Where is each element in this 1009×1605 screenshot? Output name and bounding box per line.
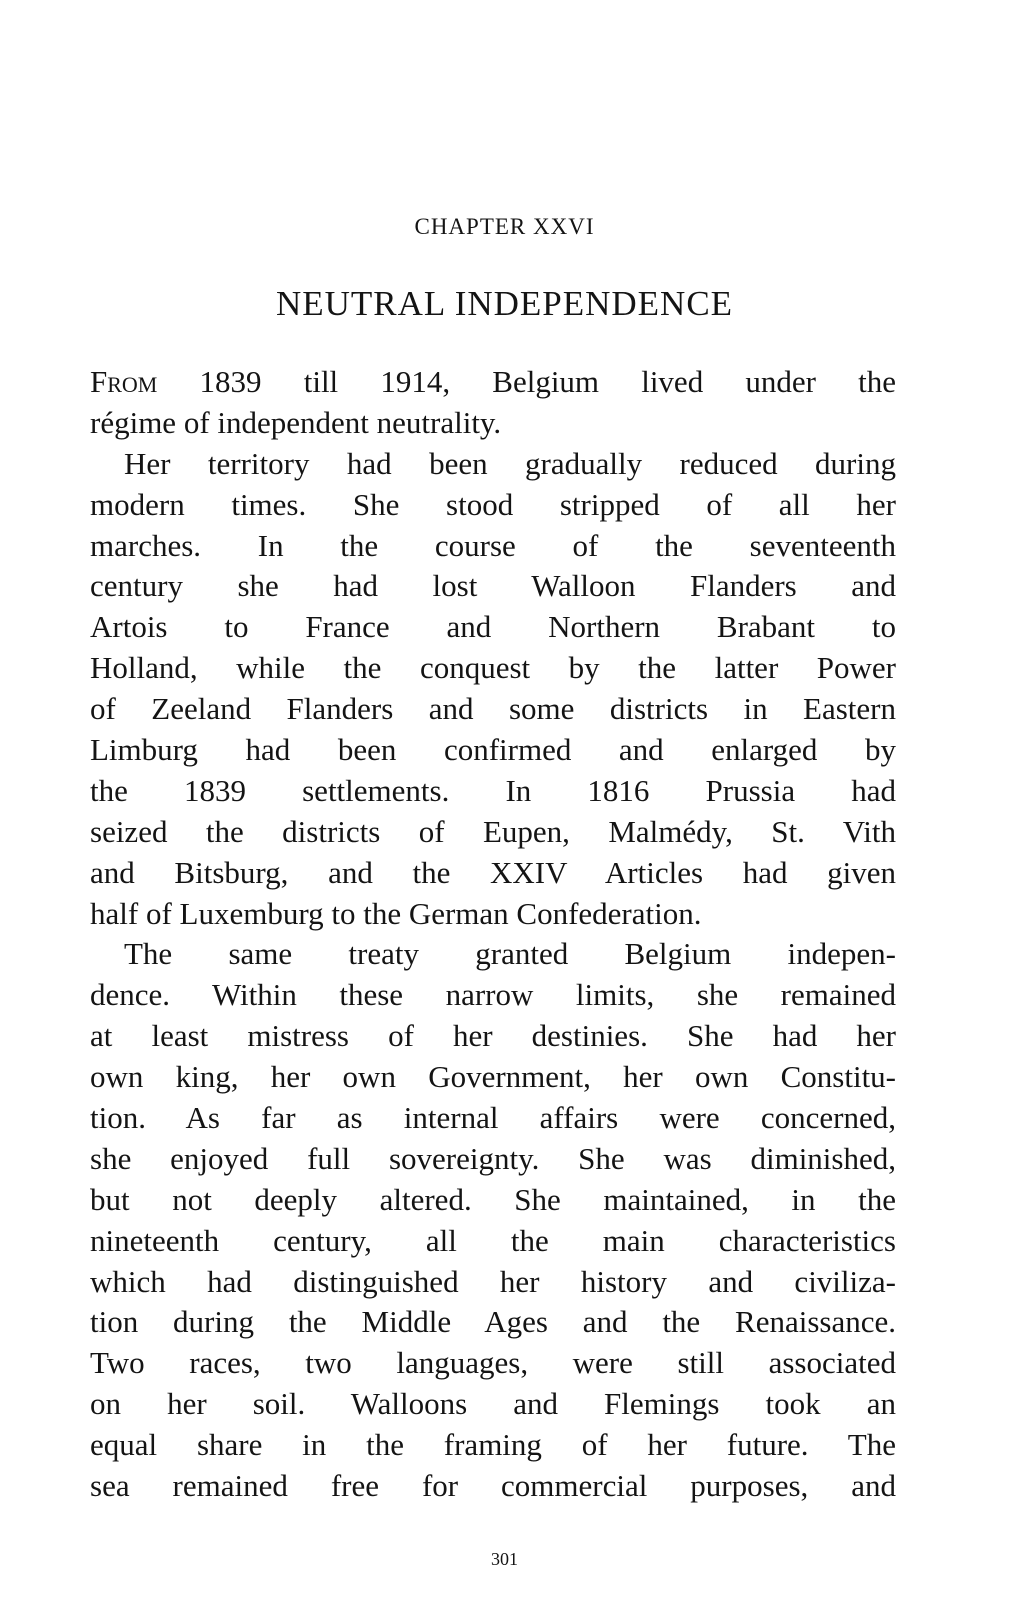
text-line-8: Holland, while the conquest by the latter Power: [90, 650, 896, 686]
text-line-10: Limburg had been confirmed and enlarged by: [90, 732, 896, 768]
chapter-number: CHAPTER XXVI: [414, 214, 595, 239]
text-line-9: of Zeeland Flanders and some districts in Eastern: [90, 691, 896, 727]
text-line-4: modern times. She stood stripped of all her: [90, 486, 896, 522]
text-line-1: [90, 362, 896, 403]
text-line-14: half of Luxemburg to the German Confederation.: [90, 895, 702, 931]
text-line-5: marches. In the course of the seventeenth: [90, 527, 896, 563]
text-line-17: at least mistress of her destinies. She had her: [90, 1018, 896, 1054]
text-line-3: Her territory had been gradually reduced during: [124, 445, 896, 481]
text-line-28: sea remained free for commercial purposes, and: [90, 1468, 896, 1504]
chapter-title: NEUTRAL INDEPENDENCE: [275, 284, 734, 323]
body-text: [90, 362, 896, 1507]
text-line-22: nineteenth century, all the main characteristics: [90, 1222, 896, 1258]
text-line-12: seized the districts of Eupen, Malmédy, St. Vith: [90, 813, 896, 849]
page-number: 301: [491, 1549, 518, 1569]
text-line-18: own king, her own Government, her own Constitu-: [90, 1059, 896, 1095]
text-line-2: régime of independent neutrality.: [90, 404, 502, 440]
text-line-24: tion during the Middle Ages and the Renaissance.: [90, 1304, 896, 1340]
text-line-1-rest: 1839 till 1914, Belgium lived under the: [157, 364, 896, 399]
text-line-21: but not deeply altered. She maintained, in the: [90, 1181, 896, 1217]
text-line-19: tion. As far as internal affairs were concerned,: [90, 1100, 896, 1136]
text-line-26: on her soil. Walloons and Flemings took an: [90, 1386, 896, 1422]
text-line-15: The same treaty granted Belgium indepen-: [124, 936, 896, 972]
text-line-13: and Bitsburg, and the XXIV Articles had given: [90, 854, 896, 890]
text-line-25: Two races, two languages, were still associated: [90, 1345, 896, 1381]
text-line-16: dence. Within these narrow limits, she remained: [90, 977, 896, 1013]
text-line-6: century she had lost Walloon Flanders and: [90, 568, 896, 604]
text-line-11: the 1839 settlements. In 1816 Prussia had: [90, 772, 896, 808]
text-line-7: Artois to France and Northern Brabant to: [90, 609, 896, 645]
text-line-23: which had distinguished her history and civiliza-: [90, 1263, 896, 1299]
text-line-20: she enjoyed full sovereignty. She was diminished,: [90, 1140, 896, 1176]
opening-word: From: [90, 364, 158, 399]
text-line-27: equal share in the framing of her future. The: [90, 1427, 896, 1463]
